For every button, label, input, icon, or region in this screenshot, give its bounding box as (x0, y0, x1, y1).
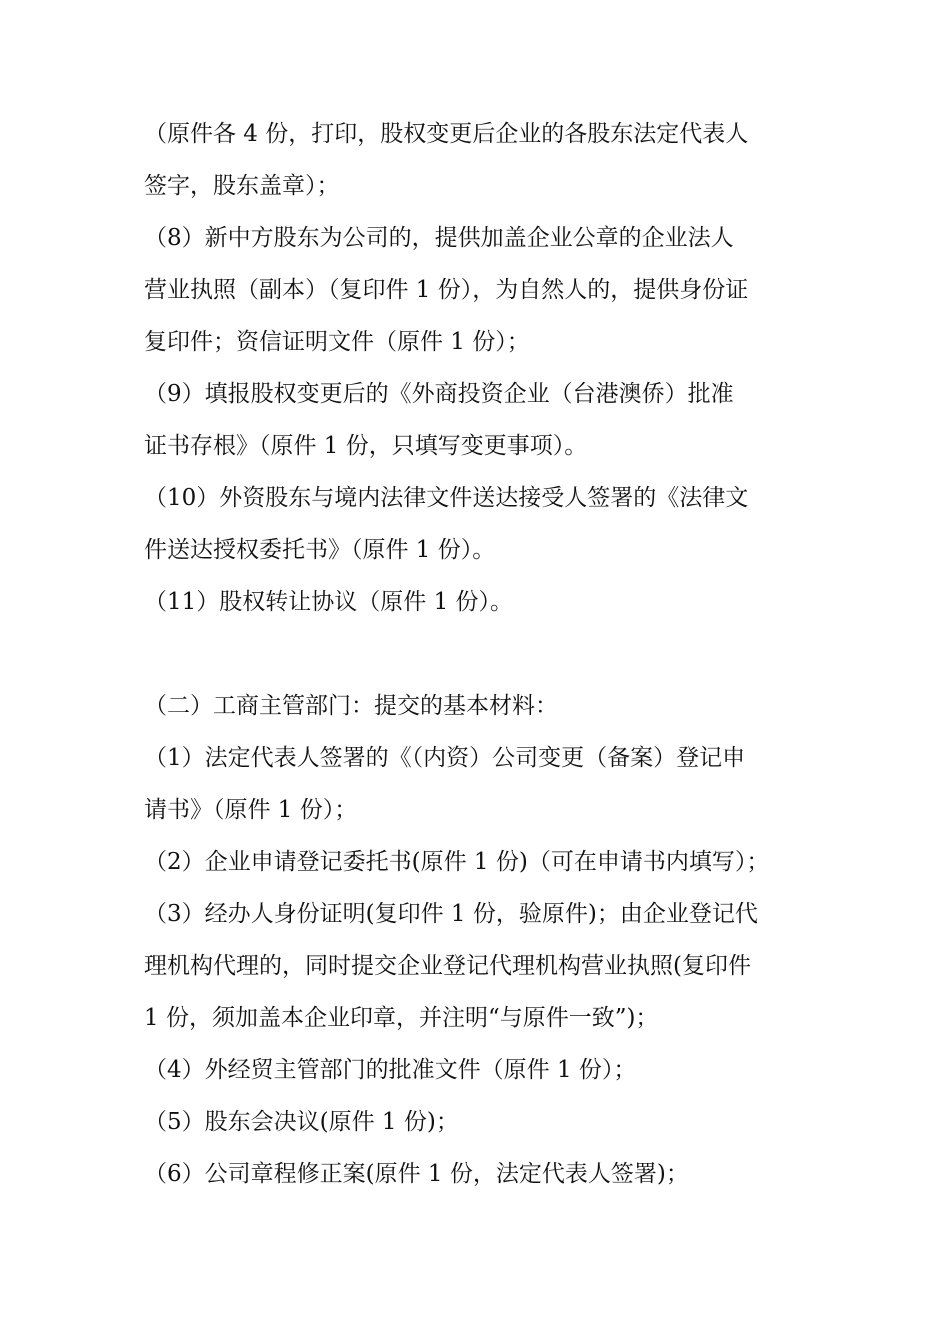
text-line: 证书存根》（原件 1 份，只填写变更事项）。 (144, 433, 588, 459)
text-line: （3）经办人身份证明(复印件 1 份，验原件)；由企业登记代 (144, 901, 758, 927)
paragraph-gap (144, 628, 824, 680)
text-line: 营业执照（副本）（复印件 1 份），为自然人的，提供身份证 (144, 277, 749, 303)
text-line: （9）填报股权变更后的《外商投资企业（台港澳侨）批准 (144, 381, 734, 407)
text-line: （6）公司章程修正案(原件 1 份，法定代表人签署)； (144, 1161, 689, 1187)
text-line: （10）外资股东与境内法律文件送达接受人签署的《法律文 (144, 485, 749, 511)
text-line: （5）股东会决议(原件 1 份)； (144, 1109, 459, 1135)
text-line: （11）股权转让协议（原件 1 份）。 (144, 589, 514, 615)
text-line: （原件各 4 份，打印，股权变更后企业的各股东法定代表人 (144, 121, 749, 147)
text-line: （1）法定代表人签署的《（内资）公司变更（备案）登记申 (144, 745, 746, 771)
text-line: （2）企业申请登记委托书(原件 1 份)（可在申请书内填写）； (144, 849, 770, 875)
text-line: 复印件；资信证明文件（原件 1 份）； (144, 329, 530, 355)
text-line: 件送达授权委托书》（原件 1 份）。 (144, 537, 496, 563)
section-heading: （二）工商主管部门：提交的基本材料： (144, 693, 558, 719)
text-line: 请书》（原件 1 份）； (144, 797, 358, 823)
document-body (144, 108, 824, 1200)
text-line: 1 份，须加盖本企业印章，并注明“与原件一致”)； (144, 1005, 659, 1031)
text-line: （8）新中方股东为公司的，提供加盖企业公章的企业法人 (144, 225, 734, 251)
text-line: （4）外经贸主管部门的批准文件（原件 1 份）； (144, 1057, 637, 1083)
text-line: 理机构代理的，同时提交企业登记代理机构营业执照(复印件 (144, 953, 751, 979)
text-line: 签字，股东盖章）； (144, 173, 340, 199)
